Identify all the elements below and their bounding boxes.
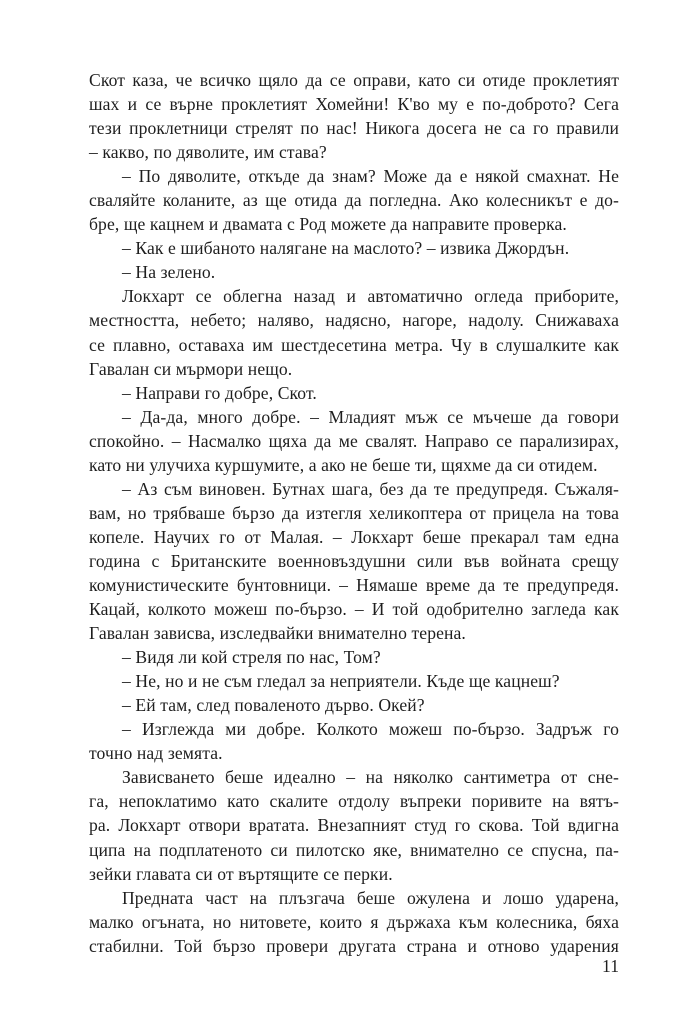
text-line: Гавалан зависва, изследвайки внимателно терена. [89,623,466,644]
text-line: като ни улучиха куршумите, а ако не беше ти, щяхме да си отидем. [89,454,598,475]
text-line: – Направи го добре, Скот. [122,382,317,403]
text-line: се плавно, оставаха им шестдесетина метра. Чу в слушалките как [89,334,619,355]
text-line: комунистическите бунтовници. – Нямаше време да те предупредя. [89,574,619,595]
text-line: Предната част на плъзгача беше ожулена и лошо ударена, [122,887,619,908]
text-line: ципа на подплатеното си пилотско яке, внимателно се спусна, па- [89,839,619,860]
text-line: – Как е шибаното налягане на маслото? – извика Джордън. [122,238,570,259]
body-text [89,68,619,958]
text-line: Локхарт се облегна назад и автоматично огледа приборите, [122,286,619,307]
text-line: шах и се върне проклетият Хомейни! К'во му е по-доброто? Сега [89,94,619,115]
text-line: точно над земята. [89,743,223,764]
text-line: – Не, но и не съм гледал за неприятели. Къде ще кацнеш? [122,671,560,692]
text-line: Зависването беше идеално – на няколко сантиметра от сне- [122,767,619,788]
text-line: Скот каза, че всичко щяло да се оправи, като си отиде проклетият [89,70,619,90]
text-line: вам, но трябваше бързо да изтегля хеликоптера от прицела на това [89,502,619,523]
text-line: Гавалан си мърмори нещо. [89,358,293,379]
text-line: Кацай, колкото можеш по-бързо. – И той одобрително загледа как [89,599,619,620]
text-line: га, непоклатимо като скалите отдолу въпреки поривите на вятъ- [89,791,619,812]
text-line: местността, небето; наляво, надясно, нагоре, надолу. Снижаваха [89,310,619,331]
text-line: – Ей там, след поваленото дърво. Окей? [122,695,425,716]
page-number: 11 [602,956,619,976]
text-line: стабилни. Той бързо провери другата страна и отново ударения [89,935,619,956]
text-line: тези проклетници стрелят по нас! Никога досега не са го правили [89,118,619,139]
text-line: бре, ще кацнем и двамата с Род можете да направите проверка. [89,214,567,235]
text-line: малко огъната, но нитовете, които я държаха към колесника, бяха [89,911,619,932]
text-line: – Изглежда ми добре. Колкото можеш по-бързо. Задръж го [122,719,619,740]
text-line: – Да-да, много добре. – Младият мъж се мъчеше да говори [122,406,619,427]
text-line: – По дяволите, откъде да знам? Може да е някой смахнат. Не [122,166,619,187]
text-line: – Видя ли кой стреля по нас, Том? [122,647,381,668]
text-line: спокойно. – Насмалко щяха да ме свалят. Направо се парализирах, [89,430,619,451]
text-line: сваляйте коланите, аз ще отида да погледна. Ако колесникът е до- [89,190,619,211]
text-line: година с Британските военновъздушни сили във войната срещу [89,550,619,571]
text-line: – Аз съм виновен. Бутнах шага, без да те предупредя. Съжаля- [122,478,619,499]
text-line: ра. Локхарт отвори вратата. Внезапният студ го скова. Той вдигна [89,815,619,836]
text-line: – На зелено. [122,262,216,283]
text-line: зейки главата си от въртящите се перки. [89,863,393,884]
text-line: копеле. Научих го от Малая. – Локхарт беше прекарал там една [89,526,619,547]
text-line: – какво, по дяволите, им става? [89,142,327,163]
